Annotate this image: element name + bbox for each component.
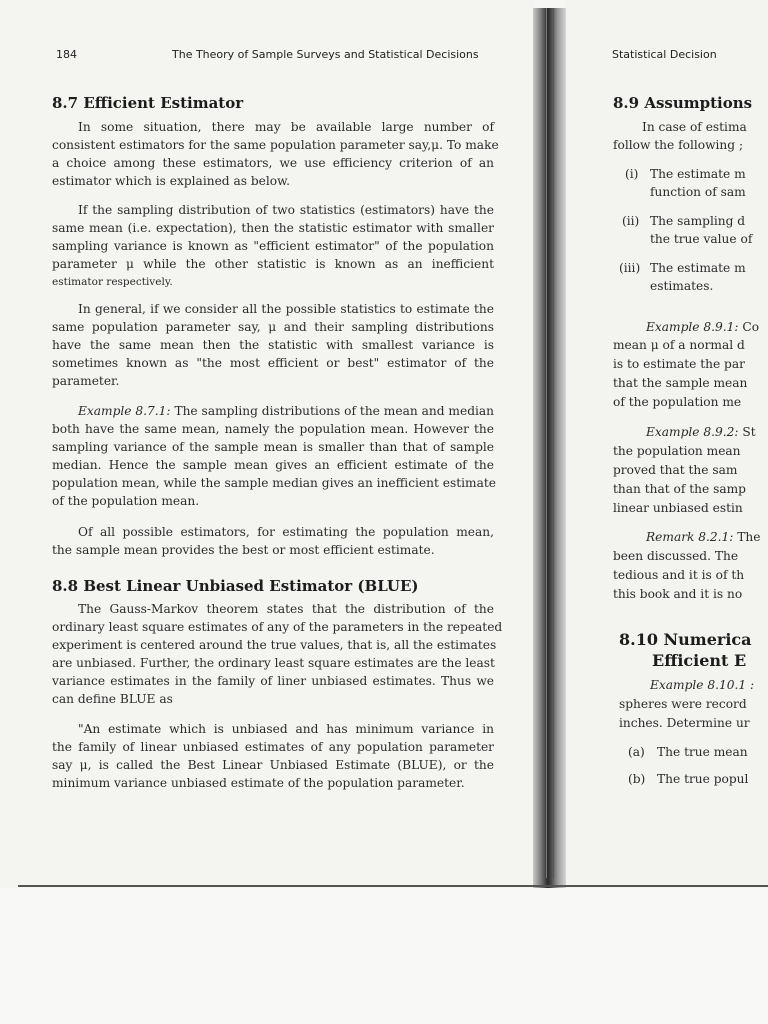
text-line: linear unbiased estin [613,501,743,515]
list-item-text: The sampling d [650,214,746,228]
list-item-text: the true value of [650,232,753,246]
text-fragment: Co [738,320,760,334]
text-line: same mean (i.e. expectation), then the statistic estimator with smaller [52,220,494,235]
text-line: Of all possible estimators, for estimating the population mean, [78,525,494,539]
text-line: parameter. [52,373,120,388]
list-item-text: estimates. [650,279,714,293]
text-line: estimator which is explained as below. [52,173,290,188]
list-marker: (iii) [619,261,641,275]
text-line: "An estimate which is unbiased and has minimum variance in [78,722,494,736]
list-item-text: The true mean [657,745,748,759]
text-line [646,528,761,546]
text-line: sometimes known as "the most efficient or best" estimator of the [52,355,494,370]
text-line: is to estimate the par [613,357,745,371]
list-marker: (i) [625,167,639,181]
text-line: population mean, while the sample median gives an inefficient estimate [52,475,496,490]
text-line: can define BLUE as [52,691,173,706]
text-line: In some situation, there may be available large number of [78,120,494,134]
text-line: the family of linear unbiased estimates of any population parameter [52,739,494,754]
list-item-text: function of sam [650,185,746,199]
text-line: been discussed. The [613,549,739,563]
text-line: parameter μ while the other statistic is known as an inefficient [52,256,494,271]
text-fragment: The [733,530,761,544]
text-line [52,403,494,421]
list-marker: (b) [628,772,646,786]
text-line: follow the following ; [613,138,744,152]
text-line: the sample mean provides the best or most efficient estimate. [52,542,435,557]
example-label: Example 8.9.1: [646,320,739,334]
paragraph [52,301,494,391]
text-line: are unbiased. Further, the ordinary least square estimates are the least [52,655,495,670]
example-label: Example 8.10.1 : [650,678,755,692]
list-item-text: The estimate m [650,261,746,275]
list-item-text: The estimate m [650,167,746,181]
text-line: If the sampling distribution of two statistics (estimators) have the [78,203,494,217]
text-line: estimator respectively. [52,275,173,288]
page-number: 184 [56,48,77,61]
list-marker: (ii) [622,214,640,228]
running-head-right: Statistical Decision [612,48,717,61]
section-heading-8-7: 8.7 Efficient Estimator [52,94,244,112]
text-line: of the population me [613,395,742,409]
section-heading-8-10: 8.10 Numerica [619,630,752,649]
spine-crease [546,8,547,878]
text-line: proved that the sam [613,463,738,477]
text-line: sampling variance is known as "efficient estimator" of the population [52,238,494,253]
text-line: sampling variance of the sample mean is smaller than that of sample [52,439,494,454]
text-fragment: The sampling distributions of the mean and median [170,404,495,418]
section-heading-8-10-line2: Efficient E [652,651,747,670]
section-heading-8-9: 8.9 Assumptions [613,94,753,112]
text-line: tedious and it is of th [613,568,745,582]
text-line: mean μ of a normal d [613,338,745,352]
list-marker: (a) [628,745,645,759]
page-bottom-edge [18,885,768,887]
text-line: this book and it is no [613,587,743,601]
example-label: Example 8.7.1: [78,404,171,418]
paragraph [52,202,494,292]
scanner-bed [0,888,768,1024]
text-line: inches. Determine ur [619,716,750,730]
spine-crease [553,8,554,878]
text-line: of the population mean. [52,493,200,508]
text-line: In case of estima [642,120,747,134]
text-line [646,318,759,336]
text-line: than that of the samp [613,482,746,496]
example-label: Example 8.9.2: [646,425,739,439]
text-line: The Gauss-Markov theorem states that the distribution of the [78,602,494,616]
text-line: minimum variance unbiased estimate of the population parameter. [52,775,465,790]
text-line: In general, if we consider all the possible statistics to estimate the [78,302,494,316]
text-line [646,423,756,441]
text-fragment: St [738,425,756,439]
book-spine [533,8,566,888]
text-line: have the same mean then the statistic with smallest variance is [52,337,494,352]
text-line: the population mean [613,444,741,458]
text-line: variance estimates in the family of liner unbiased estimates. Thus we [52,673,494,688]
text-line: both have the same mean, namely the population mean. However the [52,421,494,436]
section-heading-8-8: 8.8 Best Linear Unbiased Estimator (BLUE) [52,577,419,595]
text-line: consistent estimators for the same population parameter say,μ. To make [52,137,499,152]
text-line: experiment is centered around the true values, that is, all the estimates [52,637,497,652]
paragraph [52,524,494,560]
list-item-text: The true popul [657,772,749,786]
text-line: median. Hence the sample mean gives an efficient estimate of the [52,457,494,472]
paragraph [52,119,499,191]
text-line: say μ, is called the Best Linear Unbiased Estimate (BLUE), or the [52,757,494,772]
remark-label: Remark 8.2.1: [646,530,734,544]
text-line: that the sample mean [613,376,748,390]
text-line: a choice among these estimators, we use efficiency criterion of an [52,155,494,170]
paragraph [52,601,503,708]
text-line: same population parameter say, μ and their sampling distributions [52,319,494,334]
paragraph [52,721,494,793]
text-line [650,676,754,694]
running-head: The Theory of Sample Surveys and Statistical Decisions [172,48,479,61]
text-line: ordinary least square estimates of any of the parameters in the repeated [52,619,503,634]
text-line: spheres were record [619,697,747,711]
paragraph [52,403,494,510]
